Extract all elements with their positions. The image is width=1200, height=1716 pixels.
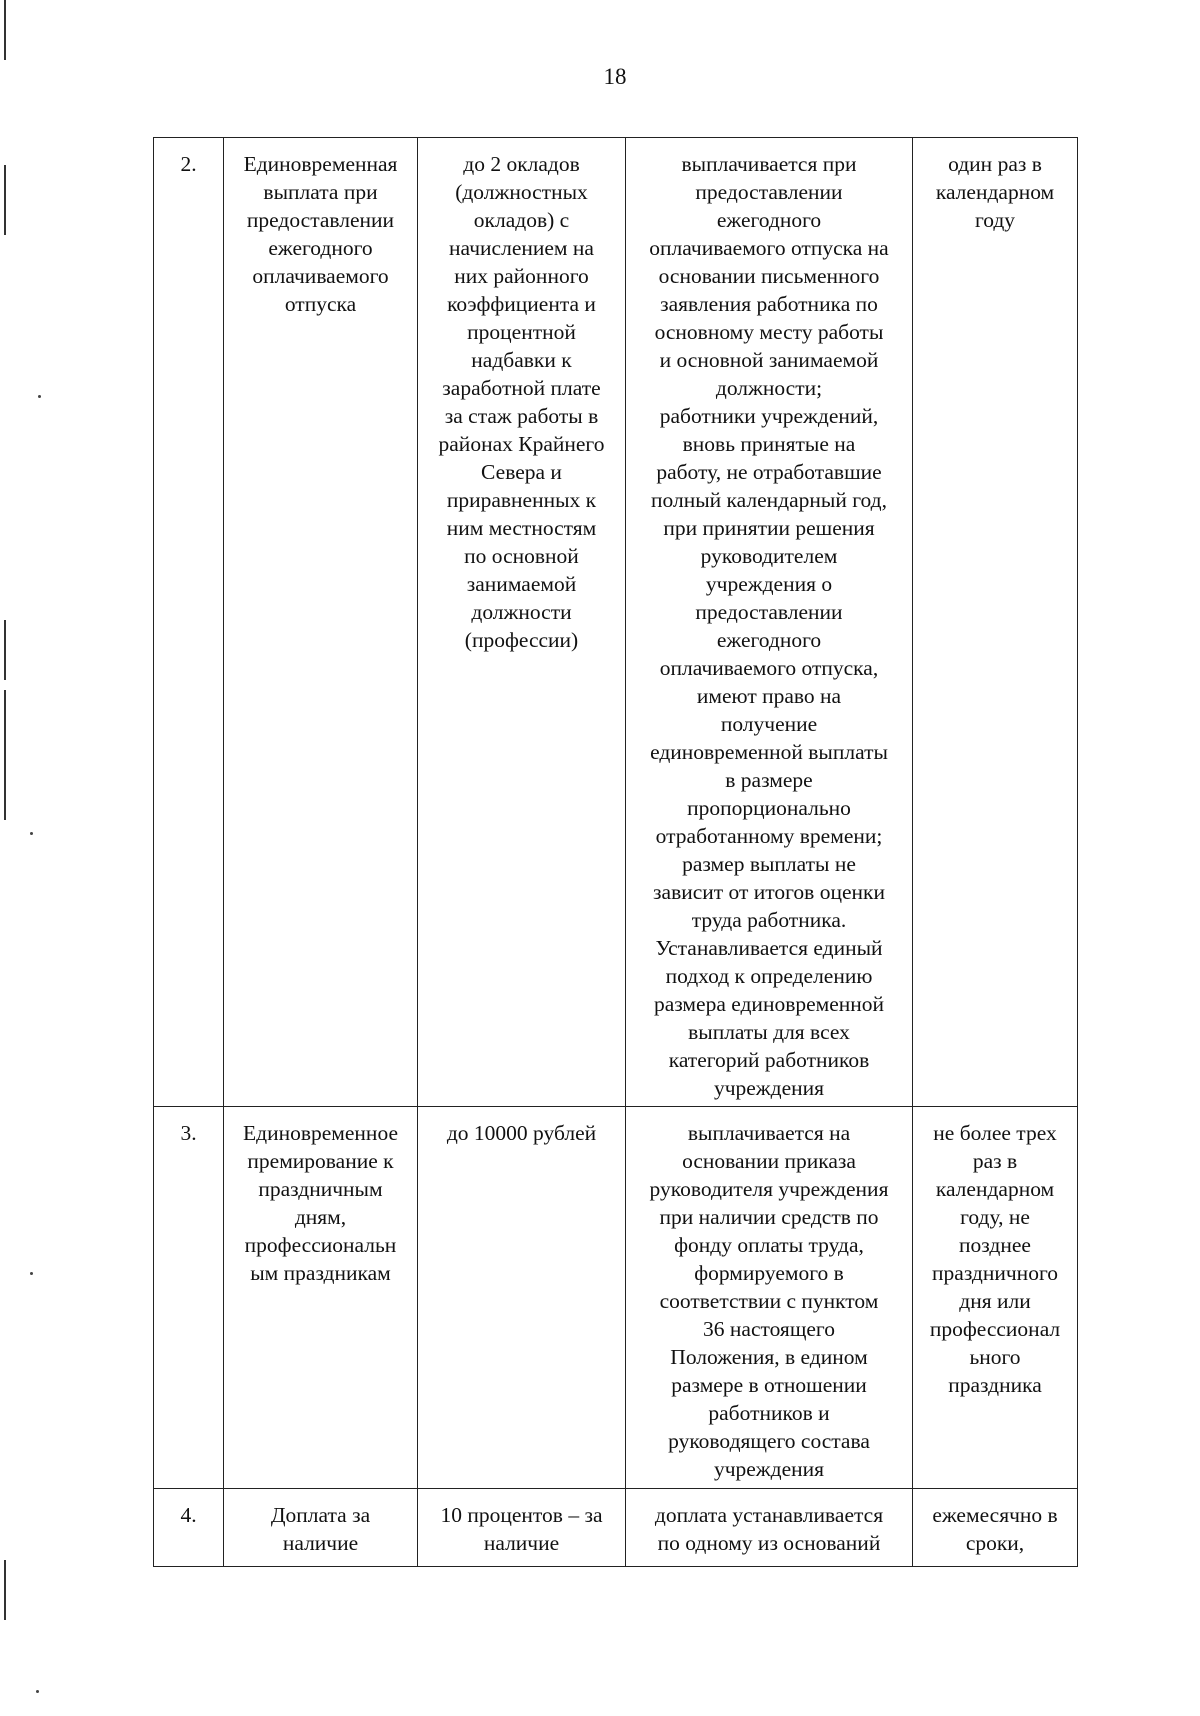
- payment-name: Доплата за наличие: [224, 1489, 418, 1567]
- row-number: 3.: [154, 1107, 224, 1489]
- scan-edge-mark: [4, 620, 6, 680]
- scan-edge-mark: [4, 690, 6, 820]
- scan-edge-mark: [4, 0, 6, 60]
- scan-speck: [30, 1272, 33, 1275]
- row-number: 2.: [154, 138, 224, 1107]
- payment-conditions: выплачивается при предоставлении ежегодного оплачиваемого отпуска на основании письменного заявления работника по основному месту работы и основной занимаемой должности; работники учреждений, вновь принятые на работу, не отработавшие полный календарный год, при принятии решения руководителем учреждения о предоставлении ежегодного оплачиваемого отпуска, имеют право на получение единовременной выплаты в размере пропорционально отработанному времени; размер выплаты не зависит от итогов оценки труда работника. Устанавливается единый подход к определению размера единовременной выплаты для всех категорий работников учреждения: [626, 138, 913, 1107]
- table-row: [154, 1107, 1078, 1489]
- table-row: [154, 138, 1078, 1107]
- table-row: [154, 1489, 1078, 1567]
- scan-edge-mark: [4, 165, 6, 235]
- scan-speck: [30, 832, 33, 835]
- payment-amount: до 10000 рублей: [418, 1107, 626, 1489]
- payment-period: ежемесячно в сроки,: [913, 1489, 1078, 1567]
- scan-edge-mark: [4, 1560, 6, 1620]
- payments-table: [153, 137, 1078, 1567]
- payment-amount: до 2 окладов (должностных окладов) с начислением на них районного коэффициента и процентной надбавки к заработной плате за стаж работы в районах Крайнего Севера и приравненных к ним местностям по основной занимаемой должности (профессии): [418, 138, 626, 1107]
- payment-name: Единовременное премирование к праздничным дням, профессиональн ым праздникам: [224, 1107, 418, 1489]
- payment-period: один раз в календарном году: [913, 138, 1078, 1107]
- payment-conditions: выплачивается на основании приказа руководителя учреждения при наличии средств по фонду оплаты труда, формируемого в соответствии с пунктом 36 настоящего Положения, в едином размере в отношении работников и руководящего состава учреждения: [626, 1107, 913, 1489]
- payment-name: Единовременная выплата при предоставлении ежегодного оплачиваемого отпуска: [224, 138, 418, 1107]
- payment-period: не более трех раз в календарном году, не позднее праздничного дня или профессионал ьного праздника: [913, 1107, 1078, 1489]
- page-number: 18: [603, 64, 627, 89]
- payment-conditions: доплата устанавливается по одному из оснований: [626, 1489, 913, 1567]
- scan-speck: [36, 1690, 39, 1693]
- payment-amount: 10 процентов – за наличие: [418, 1489, 626, 1567]
- scan-speck: [38, 395, 41, 398]
- row-number: 4.: [154, 1489, 224, 1567]
